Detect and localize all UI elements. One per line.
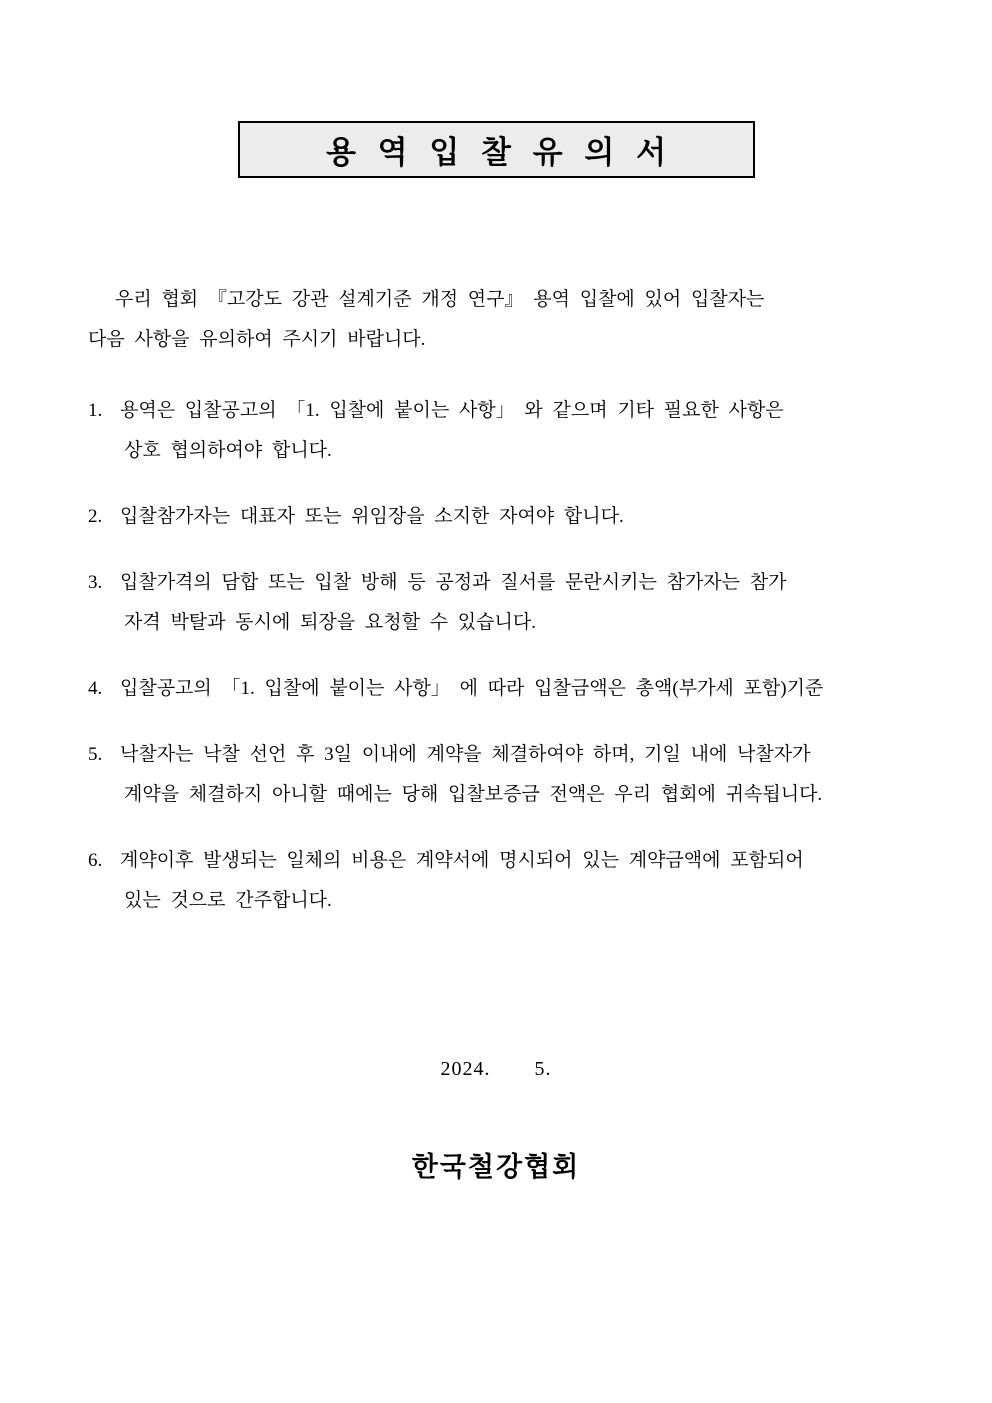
item-number: 1. (88, 400, 103, 421)
item-line: 자격 박탈과 동시에 퇴장을 요청할 수 있습니다. (124, 612, 536, 633)
item-line: 계약이후 발생되는 일체의 비용은 계약서에 명시되어 있는 계약금액에 포함되어 (120, 850, 804, 871)
document-title: 용 역 입 찰 유 의 서 (325, 135, 674, 170)
intro-line-1: 우리 협회 『고강도 강관 설계기준 개정 연구』 용역 입찰에 있어 입찰자는 (115, 289, 765, 310)
intro-line-2: 다음 사항을 유의하여 주시기 바랍니다. (88, 329, 426, 350)
notice-item-list (88, 391, 904, 921)
item-number: 6. (88, 850, 103, 871)
item-line: 있는 것으로 간주합니다. (124, 890, 332, 911)
item-line: 상호 협의하여야 합니다. (124, 440, 332, 461)
item-line: 계약을 체결하지 아니할 때에는 당해 입찰보증금 전액은 우리 협회에 귀속됩니다. (124, 784, 823, 805)
item-text (120, 841, 904, 921)
document-body (0, 280, 992, 1187)
notice-item-1 (88, 391, 904, 471)
notice-item-4 (88, 669, 904, 709)
item-line: 입찰가격의 담합 또는 입찰 방해 등 공정과 질서를 문란시키는 참가자는 참가 (120, 572, 787, 593)
item-text (120, 735, 904, 815)
title-box (238, 121, 755, 178)
notice-item-6 (88, 841, 904, 921)
item-number: 2. (88, 506, 103, 527)
item-number: 4. (88, 678, 103, 699)
notice-item-3 (88, 563, 904, 643)
notice-item-5 (88, 735, 904, 815)
item-text (120, 563, 904, 643)
organization-name: 한국철강협회 (411, 1152, 581, 1182)
item-text (120, 391, 904, 471)
item-number: 5. (88, 744, 103, 765)
notice-item-2 (88, 497, 904, 537)
item-line: 낙찰자는 낙찰 선언 후 3일 이내에 계약을 체결하여야 하며, 기일 내에 낙찰자가 (120, 744, 811, 765)
item-line: 입찰공고의 「1. 입찰에 붙이는 사항」 에 따라 입찰금액은 총액(부가세 포함)기준 (120, 678, 824, 699)
item-line: 입찰참가자는 대표자 또는 위임장을 소지한 자여야 합니다. (120, 506, 624, 527)
item-text (120, 669, 904, 709)
intro-paragraph (88, 280, 904, 360)
item-number: 3. (88, 572, 103, 593)
item-line: 용역은 입찰공고의 「1. 입찰에 붙이는 사항」 와 같으며 기타 필요한 사항은 (120, 400, 784, 421)
item-text (120, 497, 904, 537)
document-date: 2024. 5. (440, 1058, 552, 1080)
